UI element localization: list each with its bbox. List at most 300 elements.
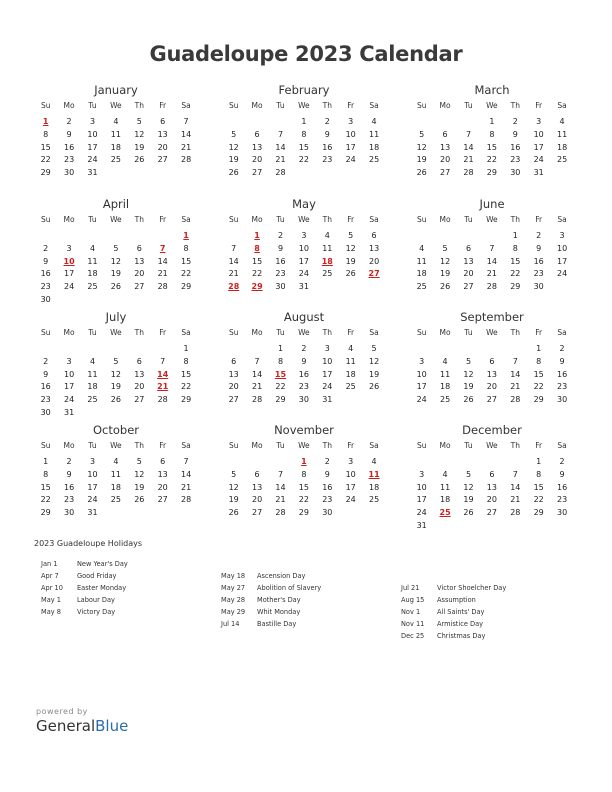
month-name: January bbox=[94, 83, 138, 97]
calendar-date: 29 bbox=[510, 282, 521, 292]
calendar-date: 7 bbox=[277, 129, 284, 139]
calendar-date: 26 bbox=[228, 168, 239, 178]
holiday-date: 14 bbox=[157, 369, 169, 379]
weekday-label: We bbox=[110, 328, 122, 337]
calendar-date: 12 bbox=[439, 256, 451, 266]
calendar-date: 23 bbox=[40, 395, 51, 405]
weekday-label: Sa bbox=[181, 215, 191, 224]
calendar-date: 11 bbox=[345, 356, 356, 366]
calendar-date: 4 bbox=[371, 117, 377, 126]
calendar-date: 7 bbox=[183, 117, 189, 126]
calendar-date: 5 bbox=[231, 129, 237, 139]
calendar-date: 19 bbox=[463, 495, 474, 505]
calendar-date: 13 bbox=[251, 482, 263, 492]
weekday-label: Sa bbox=[369, 441, 379, 450]
weekday-label: Fr bbox=[535, 441, 543, 450]
calendar-date: 25 bbox=[345, 382, 356, 392]
calendar-date: 22 bbox=[275, 382, 286, 392]
calendar-date: 2 bbox=[512, 117, 518, 126]
calendar-date: 22 bbox=[40, 155, 51, 165]
calendar-date: 14 bbox=[228, 256, 239, 266]
calendar-date: 22 bbox=[533, 382, 544, 392]
calendar-date: 21 bbox=[180, 482, 192, 492]
calendar-date: 24 bbox=[556, 269, 568, 279]
calendar-date: 11 bbox=[368, 129, 380, 139]
calendar-date: 31 bbox=[322, 395, 333, 405]
weekday-label: Sa bbox=[181, 441, 191, 450]
weekday-label: Th bbox=[510, 101, 520, 110]
calendar-date: 12 bbox=[463, 369, 474, 379]
calendar-date: 4 bbox=[442, 469, 448, 479]
calendar-date: 3 bbox=[66, 356, 72, 366]
calendar-date: 8 bbox=[301, 129, 307, 139]
holiday-name: Assumption bbox=[437, 595, 476, 604]
calendar-date: 14 bbox=[251, 369, 263, 379]
calendar-date: 20 bbox=[251, 495, 263, 505]
calendar-date: 14 bbox=[275, 142, 286, 152]
calendar-date: 12 bbox=[134, 129, 145, 139]
calendar-date: 11 bbox=[439, 482, 451, 492]
calendar-date: 19 bbox=[345, 256, 356, 266]
calendar-date: 21 bbox=[275, 155, 286, 165]
month-name: August bbox=[283, 310, 325, 324]
calendar-date: 29 bbox=[180, 395, 192, 405]
holiday-date: 25 bbox=[439, 508, 451, 518]
calendar-date: 1 bbox=[277, 344, 284, 353]
calendar-date: 25 bbox=[110, 495, 121, 505]
page-title: Guadeloupe 2023 Calendar bbox=[149, 42, 463, 66]
weekday-label: Sa bbox=[369, 215, 379, 224]
holiday-name: Bastille Day bbox=[257, 619, 297, 628]
calendar-date: 23 bbox=[40, 282, 51, 292]
calendar-date: 16 bbox=[322, 142, 333, 152]
calendar-date: 17 bbox=[345, 482, 356, 492]
month-name: May bbox=[292, 197, 316, 211]
holiday-date-label: Jul 21 bbox=[401, 584, 420, 592]
holiday-date-label: May 29 bbox=[221, 607, 246, 616]
month-name: February bbox=[278, 83, 330, 97]
calendar-date: 17 bbox=[63, 269, 75, 279]
weekday-label: Su bbox=[228, 441, 239, 450]
month-name: October bbox=[92, 423, 140, 437]
weekday-label: Fr bbox=[347, 441, 355, 450]
calendar-date: 10 bbox=[322, 356, 333, 366]
weekday-label: Fr bbox=[535, 328, 543, 337]
calendar-date: 15 bbox=[510, 256, 521, 266]
brand-general-text: General bbox=[36, 717, 96, 735]
calendar-date: 31 bbox=[416, 521, 427, 530]
calendar-date: 20 bbox=[251, 155, 263, 165]
calendar-date: 3 bbox=[348, 457, 354, 466]
weekday-label: Mo bbox=[63, 215, 75, 224]
calendar-date: 26 bbox=[228, 508, 239, 518]
brand-name bbox=[36, 717, 128, 735]
calendar-date: 8 bbox=[43, 129, 49, 139]
holiday-name: Mother's Day bbox=[257, 595, 301, 604]
calendar-date: 18 bbox=[368, 482, 380, 492]
calendar-date: 17 bbox=[556, 256, 568, 266]
calendar-date: 16 bbox=[556, 369, 568, 379]
calendar-date: 3 bbox=[66, 243, 72, 253]
calendar-date: 10 bbox=[87, 129, 98, 139]
calendar-date: 7 bbox=[277, 469, 284, 479]
calendar-date: 14 bbox=[510, 482, 521, 492]
calendar-date: 25 bbox=[556, 155, 568, 165]
calendar-date: 28 bbox=[510, 395, 521, 405]
calendar-date: 11 bbox=[322, 243, 333, 253]
brand-blue-text: Blue bbox=[95, 717, 129, 735]
weekday-label: Mo bbox=[63, 101, 75, 110]
weekday-label: Sa bbox=[369, 328, 379, 337]
calendar-date: 12 bbox=[110, 369, 121, 379]
weekday-label: Th bbox=[134, 101, 144, 110]
weekday-label: Mo bbox=[251, 328, 263, 337]
calendar-date: 5 bbox=[136, 457, 142, 466]
holiday-date-label: Jan 1 bbox=[41, 560, 58, 568]
calendar-date: 1 bbox=[43, 457, 49, 466]
calendar-date: 10 bbox=[556, 243, 568, 253]
calendar-date: 11 bbox=[439, 369, 451, 379]
calendar-date: 27 bbox=[134, 282, 145, 292]
calendar-date: 7 bbox=[254, 356, 260, 366]
weekday-label: We bbox=[110, 215, 122, 224]
calendar-date: 2 bbox=[277, 231, 284, 240]
calendar-date: 28 bbox=[157, 282, 168, 292]
weekday-label: Th bbox=[134, 441, 144, 450]
calendar-date: 3 bbox=[301, 231, 307, 240]
calendar-date: 25 bbox=[322, 269, 333, 279]
calendar-date: 24 bbox=[345, 495, 356, 505]
calendar-date: 28 bbox=[275, 168, 286, 178]
calendar-date: 24 bbox=[87, 495, 98, 505]
calendar-date: 26 bbox=[439, 282, 451, 292]
holiday-date: 15 bbox=[274, 369, 287, 379]
calendar-date: 2 bbox=[536, 231, 542, 240]
month-name: June bbox=[479, 197, 505, 211]
weekday-label: Su bbox=[228, 328, 239, 337]
calendar-date: 12 bbox=[368, 356, 380, 366]
calendar-date: 11 bbox=[556, 129, 568, 139]
weekday-label: We bbox=[298, 441, 310, 450]
calendar-date: 27 bbox=[439, 168, 451, 178]
calendar-date: 31 bbox=[87, 168, 98, 178]
weekday-label: Sa bbox=[557, 215, 567, 224]
weekday-label: Su bbox=[228, 101, 239, 110]
calendar-date: 3 bbox=[419, 469, 425, 479]
weekday-label: Th bbox=[134, 328, 144, 337]
calendar-date: 4 bbox=[371, 457, 377, 466]
weekday-label: Fr bbox=[159, 328, 167, 337]
calendar-date: 6 bbox=[160, 117, 166, 126]
calendar-date: 6 bbox=[489, 356, 495, 366]
calendar-date: 19 bbox=[228, 495, 239, 505]
weekday-label: Sa bbox=[369, 101, 379, 110]
calendar-date: 16 bbox=[533, 256, 544, 266]
holiday-date: 1 bbox=[301, 457, 307, 466]
calendar-date: 13 bbox=[463, 256, 474, 266]
calendar-date: 20 bbox=[134, 269, 145, 279]
calendar-date: 14 bbox=[157, 256, 168, 266]
calendar-date: 27 bbox=[134, 395, 145, 405]
calendar-date: 6 bbox=[371, 231, 377, 240]
calendar-date: 18 bbox=[87, 382, 98, 392]
calendar-date: 13 bbox=[439, 142, 451, 152]
calendar-date: 29 bbox=[275, 395, 286, 405]
holiday-date-label: Apr 10 bbox=[41, 583, 63, 592]
weekday-label: Mo bbox=[439, 101, 451, 110]
calendar-date: 14 bbox=[510, 369, 521, 379]
weekday-label: Sa bbox=[557, 328, 567, 337]
calendar-date: 26 bbox=[134, 155, 145, 165]
calendar-date: 11 bbox=[416, 256, 427, 266]
calendar-date: 26 bbox=[463, 508, 474, 518]
calendar-date: 27 bbox=[463, 282, 474, 292]
calendar-date: 5 bbox=[231, 469, 237, 479]
holidays-title: 2023 Guadeloupe Holidays bbox=[34, 539, 143, 548]
calendar-date: 27 bbox=[157, 495, 168, 505]
calendar-date: 22 bbox=[510, 269, 521, 279]
calendar-date: 11 bbox=[87, 369, 98, 379]
calendar-date: 29 bbox=[486, 168, 497, 178]
calendar-date: 29 bbox=[40, 508, 51, 518]
calendar-date: 4 bbox=[113, 117, 119, 126]
calendar-date: 4 bbox=[113, 457, 119, 466]
calendar-date: 18 bbox=[110, 482, 121, 492]
weekday-label: We bbox=[486, 328, 498, 337]
weekday-label: Tu bbox=[88, 441, 97, 450]
calendar-date: 16 bbox=[322, 482, 333, 492]
weekday-label: Th bbox=[134, 215, 144, 224]
calendar-date: 21 bbox=[228, 269, 239, 279]
calendar-date: 24 bbox=[416, 395, 427, 405]
calendar-date: 6 bbox=[465, 243, 472, 253]
calendar-date: 5 bbox=[465, 356, 472, 366]
weekday-label: We bbox=[486, 101, 498, 110]
calendar-date: 13 bbox=[368, 243, 380, 253]
holiday-name: Labour Day bbox=[77, 595, 115, 604]
calendar-date: 25 bbox=[368, 155, 380, 165]
calendar-date: 9 bbox=[559, 469, 565, 479]
month-name: December bbox=[462, 423, 522, 437]
calendar-date: 23 bbox=[510, 155, 521, 165]
holiday-date-label: May 28 bbox=[221, 595, 246, 604]
calendar-date: 1 bbox=[301, 117, 307, 126]
weekday-label: Th bbox=[510, 215, 520, 224]
weekday-label: Mo bbox=[251, 441, 263, 450]
calendar-date: 29 bbox=[180, 282, 192, 292]
calendar-date: 15 bbox=[180, 369, 192, 379]
calendar-date: 10 bbox=[87, 469, 98, 479]
calendar-date: 27 bbox=[157, 155, 168, 165]
calendar-date: 14 bbox=[180, 129, 192, 139]
calendar-date: 12 bbox=[134, 469, 145, 479]
calendar-date: 14 bbox=[275, 482, 286, 492]
calendar-date: 2 bbox=[301, 344, 307, 353]
calendar-date: 30 bbox=[533, 282, 544, 292]
weekday-label: Fr bbox=[535, 101, 543, 110]
weekday-label: Tu bbox=[276, 101, 285, 110]
calendar-date: 10 bbox=[533, 129, 544, 139]
calendar-date: 30 bbox=[298, 395, 309, 405]
weekday-label: Fr bbox=[347, 328, 355, 337]
calendar-date: 13 bbox=[486, 369, 497, 379]
calendar-date: 28 bbox=[510, 508, 521, 518]
calendar-date: 6 bbox=[489, 469, 495, 479]
calendar-date: 17 bbox=[87, 482, 98, 492]
weekday-label: Su bbox=[40, 441, 51, 450]
holiday-date-label: Aug 15 bbox=[401, 595, 425, 604]
weekday-label: Su bbox=[416, 215, 427, 224]
weekday-label: Su bbox=[228, 215, 239, 224]
calendar-date: 2 bbox=[43, 356, 49, 366]
holiday-date: 28 bbox=[228, 282, 240, 292]
weekday-label: Th bbox=[322, 441, 332, 450]
calendar-date: 23 bbox=[63, 155, 75, 165]
calendar-date: 15 bbox=[251, 256, 263, 266]
holiday-date: 1 bbox=[183, 231, 189, 240]
weekday-label: We bbox=[486, 215, 498, 224]
calendar-date: 17 bbox=[298, 256, 309, 266]
calendar-date: 17 bbox=[87, 142, 98, 152]
weekday-label: We bbox=[298, 215, 310, 224]
calendar-date: 16 bbox=[298, 369, 309, 379]
calendar-date: 15 bbox=[180, 256, 192, 266]
weekday-label: Fr bbox=[159, 101, 167, 110]
calendar-date: 20 bbox=[463, 269, 474, 279]
calendar-date: 10 bbox=[416, 482, 427, 492]
calendar-date: 16 bbox=[556, 482, 568, 492]
weekday-label: Su bbox=[40, 215, 51, 224]
month-name: July bbox=[105, 310, 127, 324]
calendar-date: 8 bbox=[43, 469, 49, 479]
calendar-date: 28 bbox=[180, 495, 192, 505]
holiday-date: 1 bbox=[42, 117, 49, 126]
calendar-date: 7 bbox=[183, 457, 189, 466]
calendar-date: 15 bbox=[298, 142, 309, 152]
calendar-date: 30 bbox=[275, 282, 286, 292]
weekday-label: Fr bbox=[347, 101, 355, 110]
holiday-date-label: May 18 bbox=[221, 572, 246, 580]
calendar-date: 31 bbox=[533, 168, 544, 178]
calendar-date: 20 bbox=[439, 155, 451, 165]
calendar-date: 10 bbox=[298, 243, 309, 253]
weekday-label: Tu bbox=[276, 328, 285, 337]
weekday-label: We bbox=[486, 441, 498, 450]
weekday-label: We bbox=[298, 101, 310, 110]
calendar-date: 9 bbox=[277, 243, 284, 253]
calendar-date: 24 bbox=[63, 395, 75, 405]
weekday-label: Tu bbox=[464, 441, 473, 450]
calendar-date: 10 bbox=[345, 129, 356, 139]
calendar-date: 31 bbox=[87, 508, 98, 518]
calendar-date: 21 bbox=[157, 269, 168, 279]
holiday-date-label: Jul 14 bbox=[221, 619, 240, 628]
calendar-date: 15 bbox=[40, 142, 51, 152]
calendar-date: 3 bbox=[89, 457, 96, 466]
calendar-date: 29 bbox=[533, 508, 544, 518]
calendar-date: 16 bbox=[63, 482, 75, 492]
calendar-date: 27 bbox=[251, 168, 263, 178]
calendar-date: 7 bbox=[160, 356, 166, 366]
calendar-date: 4 bbox=[419, 243, 425, 253]
calendar-date: 12 bbox=[110, 256, 121, 266]
calendar-date: 18 bbox=[416, 269, 427, 279]
calendar-date: 9 bbox=[66, 129, 72, 139]
calendar-date: 3 bbox=[348, 117, 354, 126]
calendar-date: 9 bbox=[536, 243, 542, 253]
calendar-date: 6 bbox=[254, 469, 260, 479]
calendar-date: 22 bbox=[298, 155, 309, 165]
holiday-date-label: Apr 7 bbox=[41, 571, 59, 580]
calendar-date: 7 bbox=[465, 129, 472, 139]
weekday-label: Tu bbox=[88, 215, 97, 224]
calendar-date: 30 bbox=[63, 508, 75, 518]
weekday-label: Mo bbox=[251, 101, 263, 110]
calendar-date: 23 bbox=[63, 495, 75, 505]
calendar-date: 6 bbox=[136, 356, 142, 366]
calendar-date: 21 bbox=[486, 269, 497, 279]
calendar-date: 21 bbox=[251, 382, 263, 392]
calendar-date: 3 bbox=[559, 231, 565, 240]
calendar-date: 3 bbox=[536, 117, 542, 126]
weekday-label: Mo bbox=[439, 328, 451, 337]
brand-powered-text: powered by bbox=[36, 707, 88, 716]
calendar-date: 23 bbox=[322, 155, 333, 165]
weekday-label: Tu bbox=[276, 441, 285, 450]
calendar-date: 13 bbox=[157, 129, 168, 139]
calendar-date: 19 bbox=[110, 382, 121, 392]
holiday-name: New Year's Day bbox=[77, 560, 128, 568]
holiday-date: 7 bbox=[159, 243, 166, 253]
calendar-date: 24 bbox=[345, 155, 356, 165]
calendar-date: 10 bbox=[416, 369, 427, 379]
calendar-date: 24 bbox=[416, 508, 427, 518]
calendar-date: 17 bbox=[63, 382, 75, 392]
calendar-date: 27 bbox=[228, 395, 239, 405]
calendar-date: 30 bbox=[40, 295, 51, 304]
calendar-date: 13 bbox=[134, 256, 145, 266]
weekday-label: Tu bbox=[88, 101, 97, 110]
calendar-date: 1 bbox=[512, 231, 518, 240]
calendar-date: 1 bbox=[183, 344, 189, 353]
calendar-date: 29 bbox=[533, 395, 544, 405]
calendar-date: 25 bbox=[110, 155, 121, 165]
calendar-date: 16 bbox=[63, 142, 75, 152]
calendar-date: 12 bbox=[463, 482, 474, 492]
holiday-name: Armistice Day bbox=[437, 619, 484, 628]
calendar-date: 22 bbox=[40, 495, 51, 505]
calendar-date: 8 bbox=[301, 469, 307, 479]
calendar-date: 30 bbox=[556, 508, 568, 518]
calendar-date: 11 bbox=[110, 129, 121, 139]
calendar-date: 23 bbox=[275, 269, 286, 279]
calendar-date: 6 bbox=[231, 356, 237, 366]
calendar-date: 2 bbox=[66, 457, 72, 466]
calendar-date: 24 bbox=[533, 155, 544, 165]
calendar-date: 13 bbox=[251, 142, 263, 152]
calendar-date: 10 bbox=[345, 469, 356, 479]
calendar-date: 11 bbox=[110, 469, 121, 479]
calendar-date: 28 bbox=[486, 282, 497, 292]
calendar-date: 20 bbox=[157, 482, 168, 492]
calendar-date: 29 bbox=[298, 508, 309, 518]
calendar-date: 22 bbox=[298, 495, 309, 505]
calendar-date: 13 bbox=[134, 369, 145, 379]
calendar-date: 26 bbox=[368, 382, 380, 392]
calendar-date: 21 bbox=[510, 382, 521, 392]
calendar-date: 4 bbox=[348, 344, 354, 353]
calendar-date: 22 bbox=[251, 269, 263, 279]
